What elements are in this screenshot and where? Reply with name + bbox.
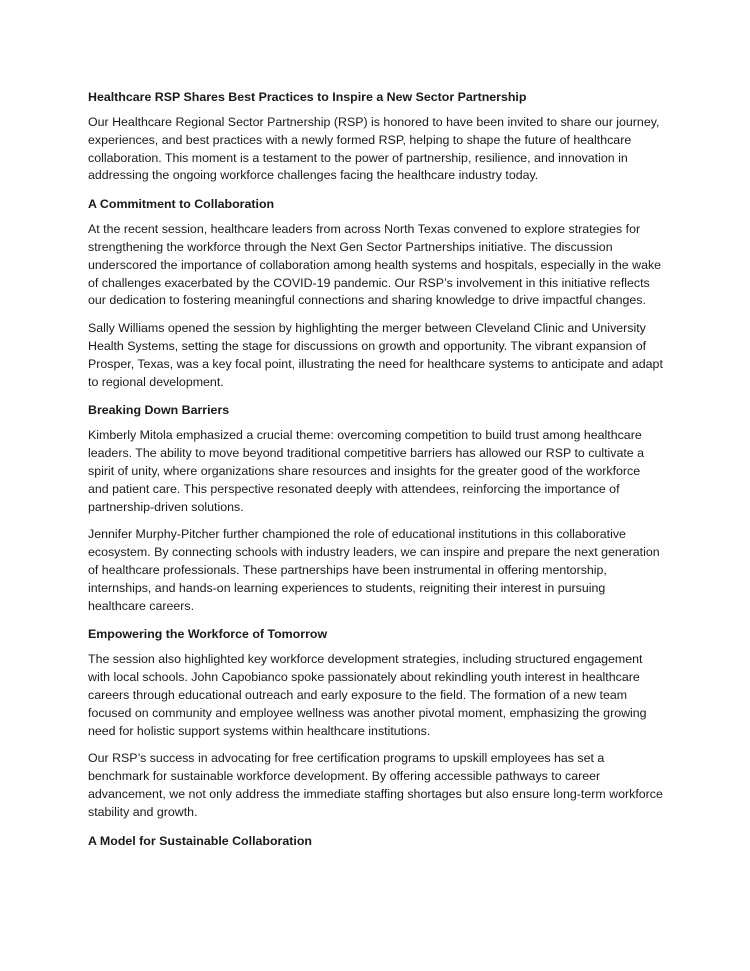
workforce-paragraph-2: Our RSP’s success in advocating for free certification programs to upskill employees has set a benchmark for sustainable workforce development. By offering accessible pathways to career advancement, we not only address the immediate staffing shortages but also ensure long-term workforce stability and growth. bbox=[88, 751, 663, 819]
barriers-paragraph-2: Jennifer Murphy-Pitcher further championed the role of educational institutions in this collaborative ecosystem. By connecting schools with industry leaders, we can inspire and prepare the next generation of healthcare professionals. These partnerships have been instrumental in offering mentorship, internships, and hands-on learning experiences to students, reigniting their interest in pursuing healthcare careers. bbox=[88, 527, 660, 613]
collaboration-paragraph-2: Sally Williams opened the session by highlighting the merger between Cleveland Clinic and University Health Systems, setting the stage for discussions on growth and opportunity. The vibrant expansion of Prosper, Texas, was a key focal point, illustrating the need for healthcare systems to anticipate and adapt to regional development. bbox=[88, 321, 663, 389]
section-heading-collaboration: A Commitment to Collaboration bbox=[88, 197, 275, 212]
section-heading-workforce: Empowering the Workforce of Tomorrow bbox=[88, 627, 328, 642]
document-title: Healthcare RSP Shares Best Practices to Inspire a New Sector Partnership bbox=[88, 90, 527, 104]
document-page bbox=[88, 88, 663, 858]
intro-paragraph: Our Healthcare Regional Sector Partnership (RSP) is honored to have been invited to share our journey, experiences, and best practices with a newly formed RSP, helping to shape the future of healthcare collaboration. This moment is a testament to the power of partnership, resilience, and innovation in addressing the ongoing workforce challenges facing the healthcare industry today. bbox=[88, 115, 660, 183]
section-heading-barriers: Breaking Down Barriers bbox=[88, 403, 230, 418]
workforce-paragraph-1: The session also highlighted key workforce development strategies, including structured engagement with local schools. John Capobianco spoke passionately about rekindling youth interest in healthcare careers through educational outreach and early exposure to the field. The formation of a new team focused on community and employee wellness was another pivotal moment, emphasizing the growing need for holistic support systems within healthcare institutions. bbox=[88, 652, 647, 738]
collaboration-paragraph-1: At the recent session, healthcare leaders from across North Texas convened to explore strategies for strengthening the workforce through the Next Gen Sector Partnerships initiative. The discussion underscored the importance of collaboration among health systems and hospitals, especially in the wake of challenges exacerbated by the COVID-19 pandemic. Our RSP’s involvement in this initiative reflects our dedication to fostering meaningful connections and sharing knowledge to drive impactful changes. bbox=[88, 222, 662, 308]
barriers-paragraph-1: Kimberly Mitola emphasized a crucial theme: overcoming competition to build trust among healthcare leaders. The ability to move beyond traditional competitive barriers has allowed our RSP to cultivate a spirit of unity, where organizations share resources and insights for the greater good of the workforce and patient care. This perspective resonated deeply with attendees, reinforcing the importance of partnership-driven solutions. bbox=[88, 428, 645, 514]
section-heading-sustainable-model: A Model for Sustainable Collaboration bbox=[88, 833, 312, 848]
